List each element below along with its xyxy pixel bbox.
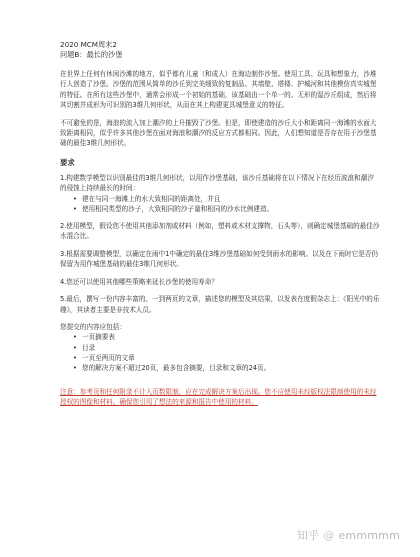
requirement-4: 4.您还可以使用其他哪些策略来延长沙堡的使用寿命？ [60, 277, 218, 286]
list-item: • 建在与同一海滩上的水大致相同的距离处，并且 [82, 194, 380, 204]
watermark-handle: emmmmm [338, 528, 400, 542]
watermark [297, 527, 400, 543]
list-item: • 一页摘要表 [82, 332, 380, 342]
requirement-1-bullets [60, 194, 380, 214]
submission-heading: 您提交的内容应包括： [60, 322, 126, 331]
intro-paragraph: 在世界上任何有休闲沙滩的地方，似乎都有儿童（和成人）在海边制作沙堡。使用工具、玩具和想象力，沙堆行人创造了沙堡。沙堡的范围从简单的沙丘到完美细致的复制品。其墙壁、塔楼、护城河和其他模仿真实城堡的特征。在所有这些沙堡中，通常会形成一个初始的基础，该基础由一个单一的、无形的湿沙丘组成，然后将其切割并成形为可识别的3维几何形状，从而在其上构建更具城堡意义的特征。 [60, 70, 377, 110]
list-item: • 使用相同类型的沙子，大致相同的沙子量和相同的沙水比例建造。 [82, 204, 380, 214]
second-paragraph: 不可避免的是，海浪的流入加上潮汐的上升摧毁了沙堡。但是，即使建造的沙丘大小和距离同一海滩的水面大致距离相同，似乎许多其他沙堡在面对海浪和潮汐的反应方式都相同。因此，人们想知道是否存在用于沙堡基础的最佳3维几何形状。 [60, 118, 377, 148]
submission-list [60, 332, 380, 373]
list-item: • 您的解决方案不超过20页，最多包含摘要，目录和文章的24页。 [82, 363, 380, 373]
contest-title: 2020 MCM周末2 [60, 40, 117, 49]
requirement-2: 2.使用模型，假设您不使用其他添加剂或材料（例如，塑料或木材支撑物，石头等），则确定城堡基础的最佳沙水混合比。 [60, 222, 380, 241]
list-item: • 一页至两页的文章 [82, 353, 380, 363]
problem-title: 问题B：最长的沙堡 [60, 50, 123, 59]
requirement-3: 3.根据需要调整模型，以确定在雨中1中确定的最佳3维沙堡基础如何受到雨水的影响。以及在下雨时它是否仍保留为用作城堡基础的最佳3维几何形状。 [60, 249, 378, 269]
note-paragraph: 注意：参考页和任何附录不计入页数限制，应在完成解决方案后出现。您不应使用未经版权法限制使用的未经授权的图像和材料。确保您引用了想法的来源和报告中使用的材料。 [60, 387, 377, 407]
list-item: • 目录 [82, 343, 380, 353]
requirement-5: 5.最后，撰写一份内容丰富的、一到两页的文章，描述您的模型及其结果，以发表在度假杂志上：《阳光中的乐趣》，其读者主要是非技术人员。 [60, 295, 380, 314]
requirement-1: 1.构建数学模型以识别最佳的3维几何形状，以用作沙堡基础，该沙丘基础将在以下情况下在经历波浪和潮汐的侵蚀上持续最长的时间： [60, 173, 374, 193]
watermark-at: @ [323, 528, 335, 542]
requirements-heading: 要求 [60, 157, 75, 167]
watermark-brand: 知乎 [296, 529, 320, 542]
